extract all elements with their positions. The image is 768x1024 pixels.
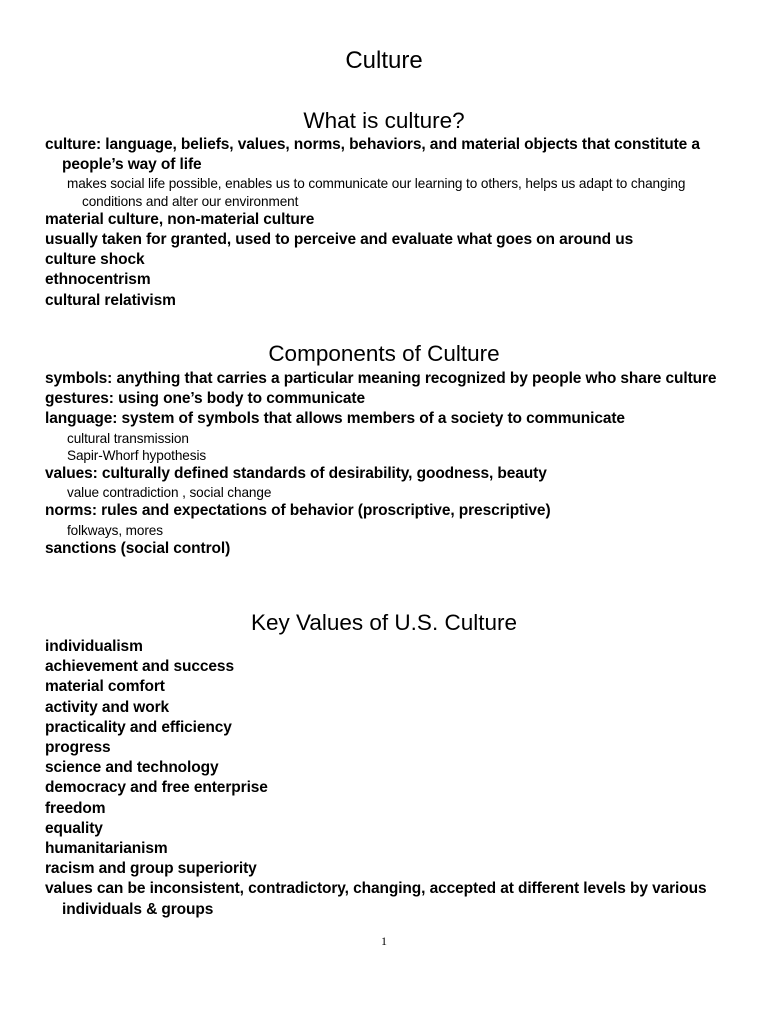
- list-item: values: culturally defined standards of desirability, goodness, beauty: [45, 465, 547, 483]
- list-item: ethnocentrism: [45, 271, 151, 289]
- section-heading-key-values: Key Values of U.S. Culture: [251, 610, 517, 635]
- list-item: practicality and efficiency: [45, 718, 232, 736]
- list-item: individualism: [45, 638, 143, 655]
- list-item: cultural relativism: [45, 291, 176, 309]
- list-item: symbols: anything that carries a particular meaning recognized by people who share culture: [45, 370, 717, 387]
- list-item: progress: [45, 739, 111, 757]
- list-item: culture: language, beliefs, values, norms, behaviors, and material objects that constitute a people’s way of life: [45, 136, 700, 174]
- list-item: usually taken for granted, used to perceive and evaluate what goes on around us: [45, 231, 634, 249]
- list-item: sanctions (social control): [45, 539, 231, 557]
- list-item: activity and work: [45, 698, 170, 716]
- list-subitem: cultural transmission: [67, 430, 189, 446]
- list-subitem: value contradiction , social change: [67, 485, 272, 501]
- page-number: 1: [381, 934, 387, 948]
- list-item: culture shock: [45, 251, 145, 269]
- list-subitem: makes social life possible, enables us to communicate our learning to others, helps us adapt to changing conditions and alter our environment: [67, 176, 686, 209]
- list-item: democracy and free enterprise: [45, 779, 268, 797]
- page-title: Culture: [345, 47, 423, 74]
- list-subitem: folkways, mores: [67, 522, 163, 538]
- list-item: equality: [45, 819, 103, 837]
- list-item: norms: rules and expectations of behavior (proscriptive, prescriptive): [45, 502, 551, 520]
- list-item: language: system of symbols that allows members of a society to communicate: [45, 410, 625, 428]
- list-item: humanitarianism: [45, 840, 168, 858]
- section-what-is-culture: [45, 135, 725, 311]
- list-item: achievement and success: [45, 658, 234, 676]
- section-key-values: [45, 637, 725, 920]
- list-item: gestures: using one’s body to communicate: [45, 390, 366, 408]
- list-subitem: Sapir-Whorf hypothesis: [67, 447, 207, 463]
- list-item: racism and group superiority: [45, 860, 257, 878]
- list-item: material comfort: [45, 678, 165, 696]
- list-item: science and technology: [45, 759, 219, 777]
- section-components-of-culture: [45, 369, 725, 559]
- list-item: material culture, non-material culture: [45, 210, 315, 228]
- section-heading-what-is-culture: What is culture?: [303, 108, 465, 133]
- list-item: values can be inconsistent, contradictory, changing, accepted at different levels by various individuals & groups: [45, 880, 707, 918]
- section-heading-components-of-culture: Components of Culture: [268, 341, 500, 366]
- list-item: freedom: [45, 799, 106, 817]
